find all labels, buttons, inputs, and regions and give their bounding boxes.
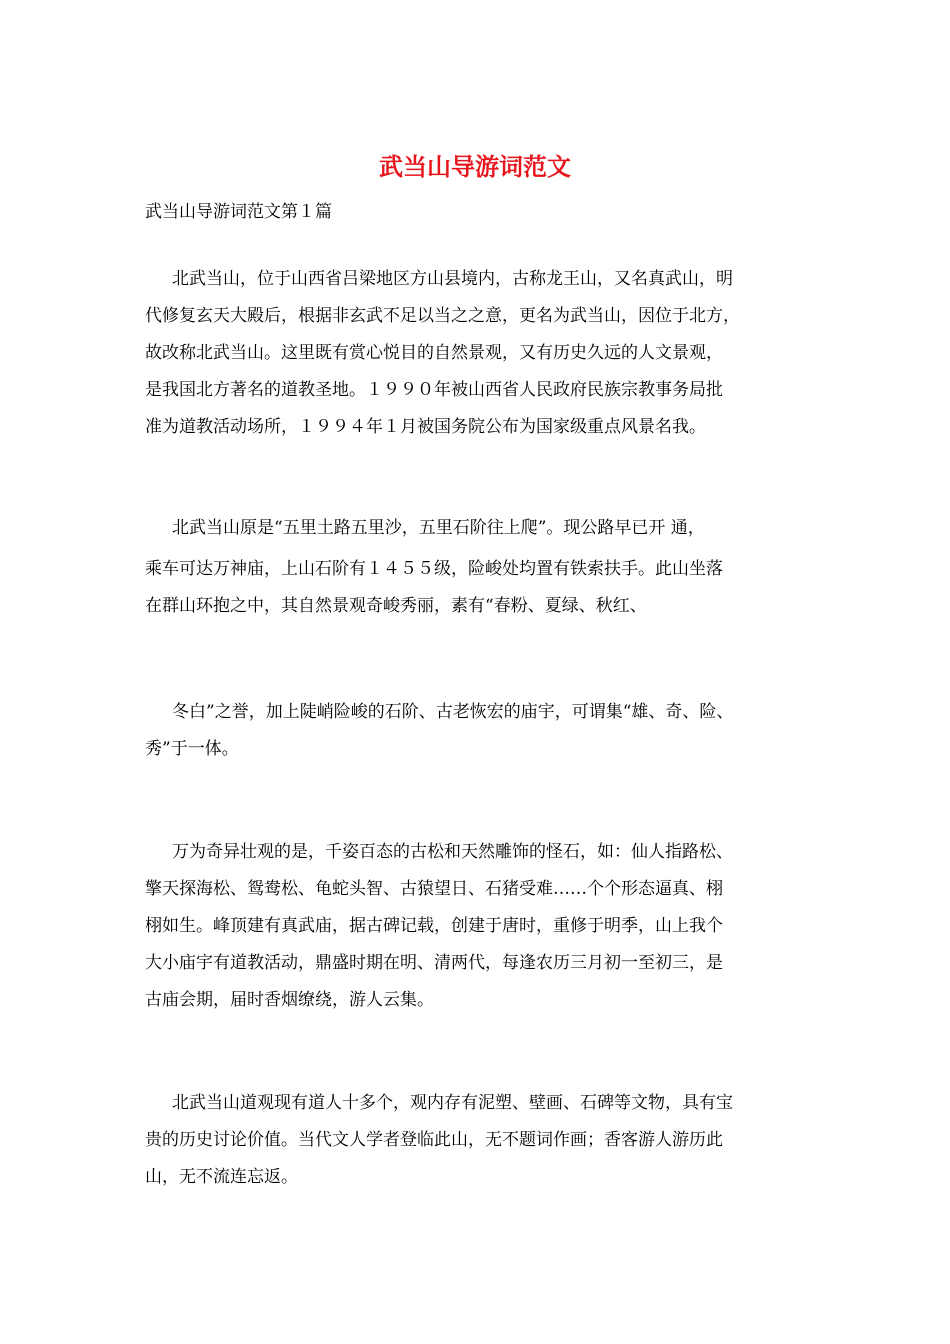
paragraph-1-line-4: 是我国北方著名的道教圣地。１９９０年被山西省人民政府民族宗教事务局批: [145, 380, 723, 400]
paragraph-1-line-2: 代修复玄天大殿后，根据非玄武不足以当之之意，更名为武当山，因位于北方，: [145, 306, 740, 326]
document-title: 武当山导游词范文: [379, 152, 571, 181]
paragraph-4-line-1: 万为奇异壮观的是，千姿百态的古松和天然雕饰的怪石，如：仙人指路松、: [172, 842, 733, 862]
document-subtitle: 武当山导游词范文第１篇: [145, 202, 332, 222]
paragraph-1-line-5: 准为道教活动场所，１９９４年１月被国务院公布为国家级重点风景名我。: [145, 417, 706, 437]
paragraph-1-line-1: 北武当山，位于山西省吕梁地区方山县境内，古称龙王山，又名真武山，明: [172, 269, 733, 289]
paragraph-4-line-4: 大小庙宇有道教活动，鼎盛时期在明、清两代，每逢农历三月初一至初三，是: [145, 953, 723, 973]
paragraph-1-line-3: 故改称北武当山。这里既有赏心悦目的自然景观，又有历史久远的人文景观，: [145, 343, 723, 363]
paragraph-5-line-2: 贵的历史讨论价值。当代文人学者登临此山，无不题词作画；香客游人游历此: [145, 1130, 723, 1150]
paragraph-5-line-1: 北武当山道观现有道人十多个，观内存有泥塑、壁画、石碑等文物，具有宝: [172, 1093, 733, 1113]
paragraph-3-line-2: 秀”于一体。: [145, 739, 239, 759]
paragraph-5-line-3: 山，无不流连忘返。: [145, 1167, 298, 1187]
paragraph-2-line-3: 在群山环抱之中，其自然景观奇峻秀丽，素有“春粉、夏绿、秋红、: [145, 596, 647, 616]
paragraph-4-line-5: 古庙会期，届时香烟缭绕，游人云集。: [145, 990, 434, 1010]
paragraph-2-line-1: 北武当山原是“五里土路五里沙，五里石阶往上爬”。现公路早已开 通，: [172, 518, 705, 538]
paragraph-4-line-2: 擎天探海松、鸳鸯松、龟蛇头智、古猿望日、石猪受难……个个形态逼真、栩: [145, 879, 723, 899]
paragraph-3-line-1: 冬白”之誉，加上陡峭险峻的石阶、古老恢宏的庙宇，可谓集“雄、奇、险、: [172, 702, 734, 722]
paragraph-4-line-3: 栩如生。峰顶建有真武庙，据古碑记载，创建于唐时，重修于明季，山上我个: [145, 916, 723, 936]
paragraph-2-line-2: 乘车可达万神庙，上山石阶有１４５５级，险峻处均置有铁索扶手。此山坐落: [145, 559, 723, 579]
